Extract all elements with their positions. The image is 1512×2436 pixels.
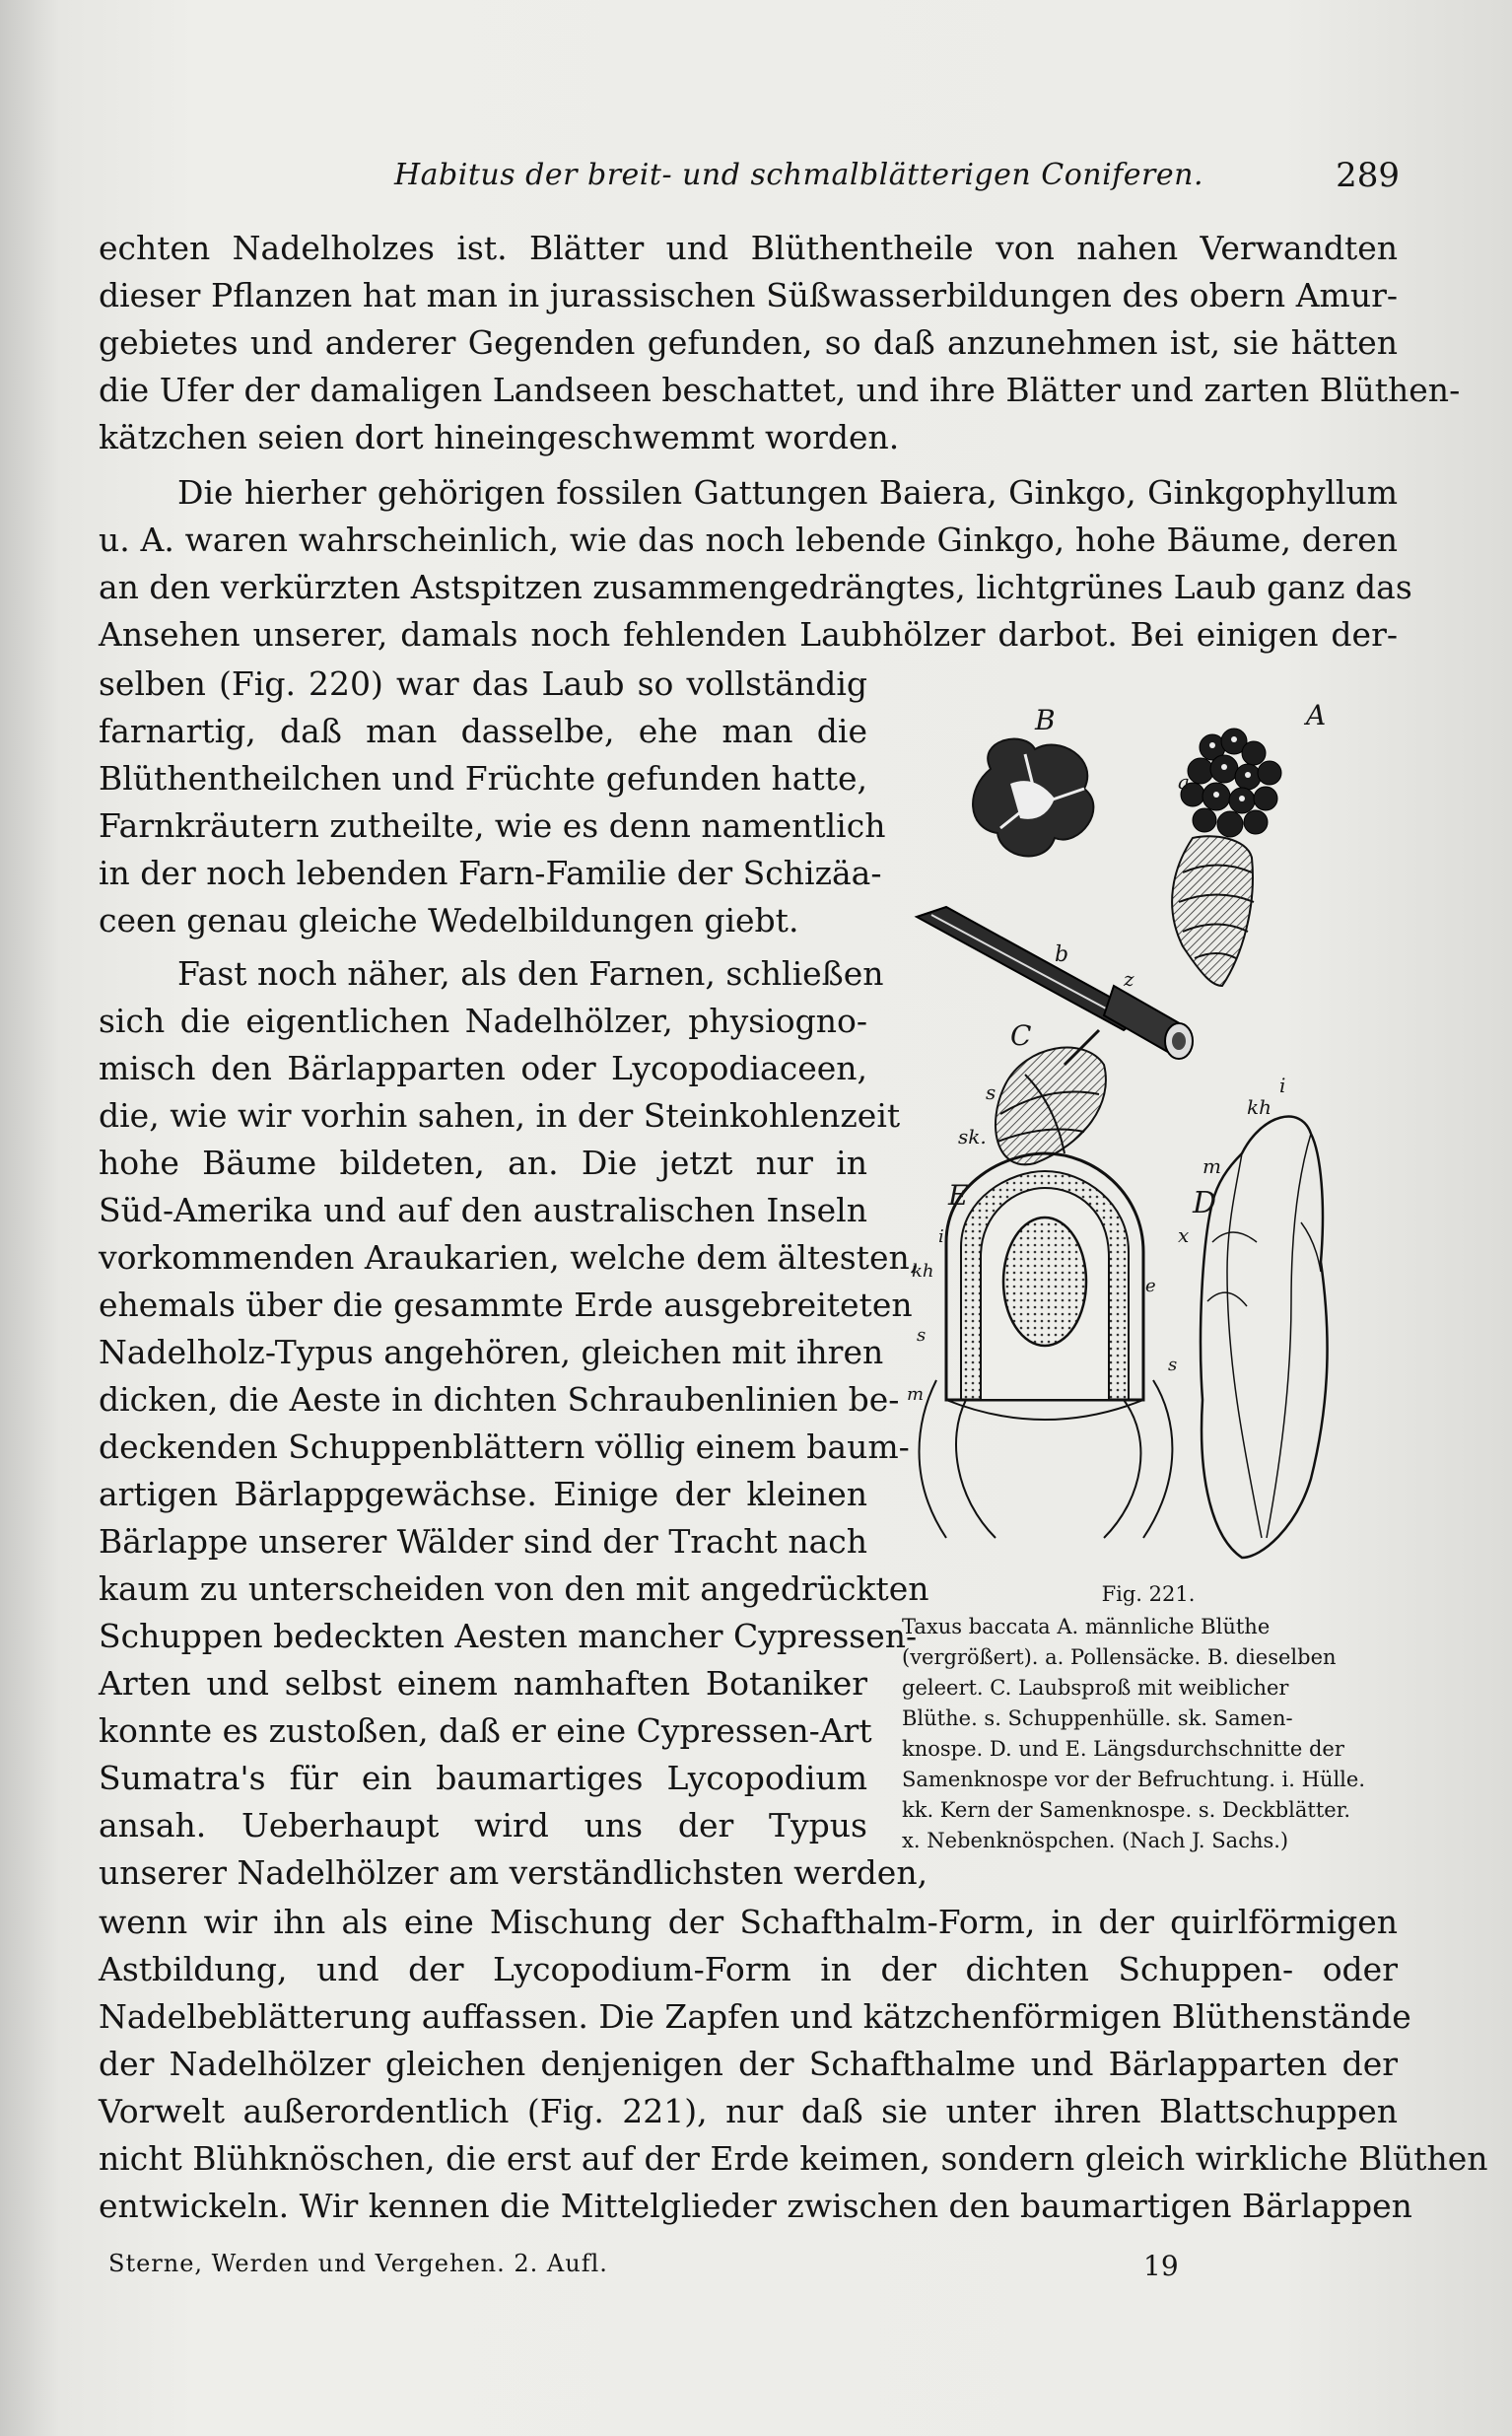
figure-label-m-d: m [1203,1154,1221,1178]
body-line: hohe Bäume bildeten, an. Die jetzt nur in [99,1144,867,1182]
body-line: farnartig, daß man dasselbe, ehe man die [99,712,867,750]
body-line: unserer Nadelhölzer am verständlichsten werden, [99,1853,928,1892]
body-line: vorkommenden Araukarien, welche dem ältesten, [99,1238,921,1277]
body-line: wenn wir ihn als eine Mischung der Schafthalm-Form, in der quirlförmigen [99,1903,1398,1941]
caption-line: knospe. D. und E. Längsdurchschnitte der [902,1737,1344,1761]
body-line: dicken, die Aeste in dichten Schraubenlinien be- [99,1380,900,1419]
page-number: 289 [1336,156,1400,195]
body-line: gebietes und anderer Gegenden gefunden, so daß anzunehmen ist, sie hätten [99,323,1398,362]
figure-label-c: C [1010,1019,1032,1052]
figure-label-b: B [1035,704,1056,736]
figure-label-s-e2: s [1168,1355,1178,1375]
figure-label-b-small: b [1055,942,1069,967]
sheet-number: 19 [1143,2250,1179,2282]
body-line: ansah. Ueberhaupt wird uns der Typus [99,1806,867,1844]
figure-part-a [1172,729,1281,986]
figure-label-s: s [986,1080,997,1104]
caption-line: (vergrößert). a. Pollensäcke. B. dieselben [902,1645,1337,1669]
figure-label-x: x [1178,1223,1190,1247]
body-line: Vorwelt außerordentlich (Fig. 221), nur daß sie unter ihren Blattschuppen [99,2092,1398,2130]
figure-part-d [1201,1117,1328,1558]
figure-caption [902,1579,1395,1856]
body-line: echten Nadelholzes ist. Blätter und Blüthentheile von nahen Verwandten [99,229,1398,267]
caption-line: kk. Kern der Samenknospe. s. Deckblätter. [902,1798,1351,1822]
figure-label-e: E [948,1179,969,1212]
body-line: die Ufer der damaligen Landseen beschattet, und ihre Blätter und zarten Blüthen- [99,371,1461,409]
body-line: kaum zu unterscheiden von den mit angedrückten [99,1569,929,1608]
caption-line: Blüthe. s. Schuppenhülle. sk. Samen- [902,1706,1293,1730]
figure-part-b [973,739,1093,857]
body-line: artigen Bärlappgewächse. Einige der kleinen [99,1475,867,1513]
caption-line: Taxus baccata A. männliche Blüthe [902,1615,1271,1638]
body-line: der Nadelhölzer gleichen denjenigen der Schafthalme und Bärlapparten der [99,2045,1398,2083]
caption-title: Fig. 221. [1101,1582,1196,1606]
body-line: selben (Fig. 220) war das Laub so vollständig [99,664,867,703]
body-line: Die hierher gehörigen fossilen Gattungen Baiera, Ginkgo, Ginkgophyllum [177,473,1398,512]
body-line: konnte es zustoßen, daß er eine Cypressen-Art [99,1711,872,1750]
body-line: in der noch lebenden Farn-Familie der Schizäa- [99,854,882,892]
figure-label-i-d: i [1279,1074,1286,1097]
figure-221-illustration [887,690,1400,1577]
body-line: Nadelholz-Typus angehören, gleichen mit ihren [99,1333,884,1371]
figure-label-s-e: s [917,1325,927,1346]
figure-label-z: z [1124,967,1134,991]
body-line: Sumatra's für ein baumartiges Lycopodium [99,1759,867,1797]
figure-label-a: A [1306,699,1327,731]
figure-label-i-e: i [938,1226,944,1247]
body-line: Nadelbeblätterung auffassen. Die Zapfen und kätzchenförmigen Blüthenstände [99,1997,1411,2036]
figure-label-e-small: e [1145,1276,1156,1296]
body-line: sich die eigentlichen Nadelhölzer, physiogno- [99,1002,867,1040]
body-line: die, wie wir vorhin sahen, in der Steinkohlenzeit [99,1096,901,1135]
caption-line: geleert. C. Laubsproß mit weiblicher [902,1676,1289,1700]
body-line: u. A. waren wahrscheinlich, wie das noch lebende Ginkgo, hohe Bäume, deren [99,521,1398,559]
body-line: ehemals über die gesammte Erde ausgebreiteten [99,1286,913,1324]
body-line: entwickeln. Wir kennen die Mittelglieder zwischen den baumartigen Bärlappen [99,2187,1412,2225]
figure-label-d: D [1193,1186,1217,1220]
body-line: kätzchen seien dort hineingeschwemmt worden. [99,418,900,456]
caption-line: x. Nebenknöspchen. (Nach J. Sachs.) [902,1829,1289,1852]
figure-label-sk: sk. [958,1125,987,1148]
body-line: an den verkürzten Astspitzen zusammengedrängtes, lichtgrünes Laub ganz das [99,568,1412,606]
figure-label-a-small: a [1178,770,1190,794]
page-header [99,158,1400,207]
running-title: Habitus der breit- und schmalblätterigen Coniferen. [394,158,1203,192]
body-line: Blüthentheilchen und Früchte gefunden hatte, [99,759,867,798]
body-line: Schuppen bedeckten Aesten mancher Cypressen- [99,1617,918,1655]
body-line: Arten und selbst einem namhaften Botaniker [99,1664,867,1703]
body-line: Astbildung, und der Lycopodium-Form in der dichten Schuppen- oder [99,1950,1398,1988]
body-line: Farnkräutern zutheilte, wie es denn namentlich [99,806,886,845]
body-line: deckenden Schuppenblättern völlig einem baum- [99,1427,910,1466]
body-line: ceen genau gleiche Wedelbildungen giebt. [99,901,799,940]
caption-line: Samenknospe vor der Befruchtung. i. Hülle. [902,1768,1365,1791]
body-line: Ansehen unserer, damals noch fehlenden Laubhölzer darbot. Bei einigen der- [99,615,1398,654]
body-line: Bärlappe unserer Wälder sind der Tracht nach [99,1522,867,1561]
figure-label-kh: kh [1247,1095,1271,1119]
figure-label-m-e: m [907,1384,925,1405]
body-line: Fast noch näher, als den Farnen, schließen [177,954,884,993]
body-line: misch den Bärlapparten oder Lycopodiaceen, [99,1049,867,1087]
body-line: Süd-Amerika und auf den australischen Inseln [99,1191,867,1229]
figure-label-kh-e: kh [912,1261,934,1282]
book-signature: Sterne, Werden und Vergehen. 2. Aufl. [108,2250,608,2277]
body-line: dieser Pflanzen hat man in jurassischen Süßwasserbildungen des obern Amur- [99,276,1398,314]
body-line: nicht Blühknöschen, die erst auf der Erde keimen, sondern gleich wirkliche Blüthen [99,2139,1488,2178]
